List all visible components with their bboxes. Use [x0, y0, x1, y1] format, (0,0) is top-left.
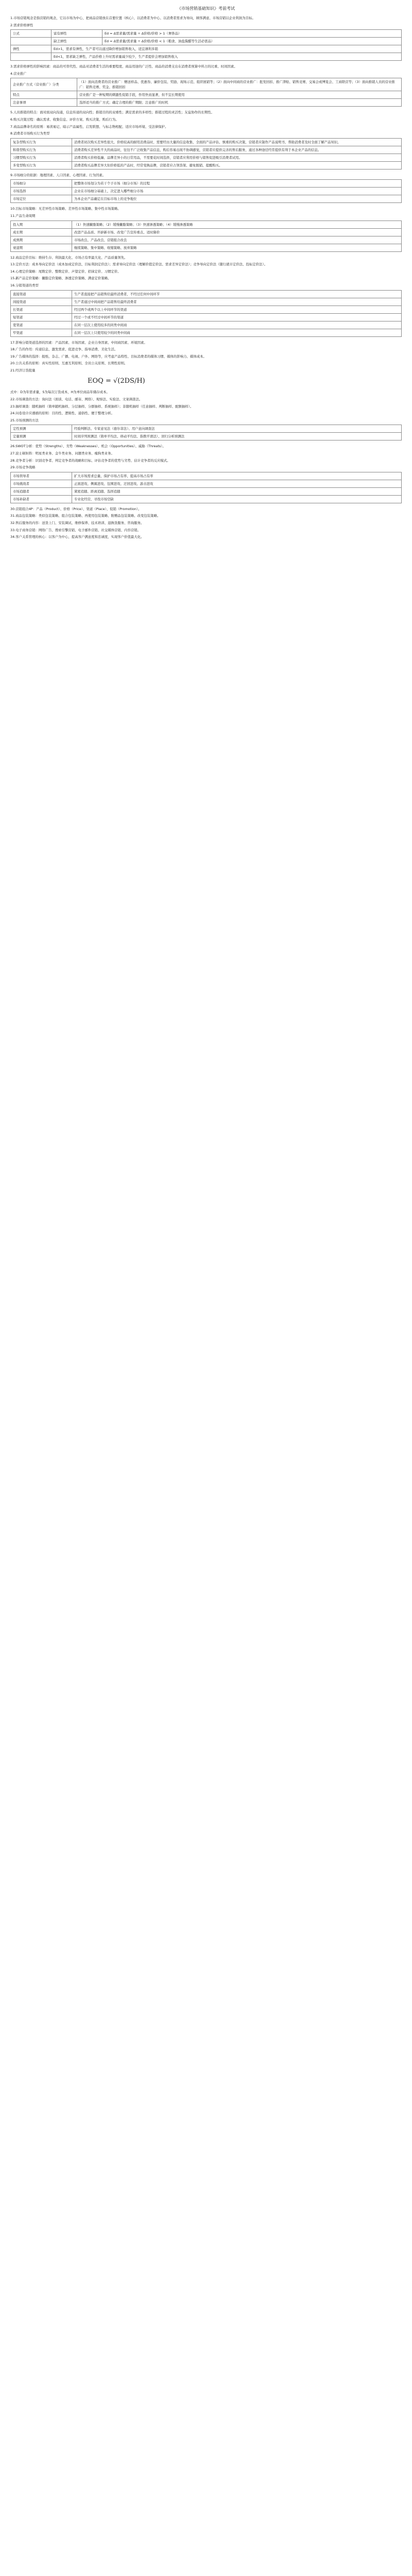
competition-table	[10, 472, 402, 503]
table-row	[11, 78, 402, 91]
table-cell: 衰退期	[11, 244, 72, 251]
table-cell: 消费者购买差异性不大的商品时，往往不广泛收集产品信息，购后容易出现不协调感觉，营销者应提供完善的售后服务，通过各种途径经常提供有利于本企业产品的信息。	[72, 146, 402, 154]
paragraph: 23.抽样调查：随机抽样（简单随机抽样、分层抽样、分群抽样、系统抽样）；非随机抽样（任意抽样、判断抽样、配额抽样）。	[10, 404, 194, 409]
table-cell: 多变型购买行为	[11, 161, 72, 169]
table-cell: 间接渠道	[11, 298, 72, 306]
table-cell: 注意事项	[11, 99, 77, 107]
table-row	[11, 495, 402, 503]
formula-rhs: √(2DS/H)	[113, 377, 145, 385]
table-cell: （1）快速撇脂策略；（2）缓慢撇脂策略；（3）快速渗透策略；（4）缓慢渗透策略	[72, 221, 402, 228]
paragraph: 24.问卷设计应遵循的原则：目的性、逻辑性、通俗性、便于整理分析。	[10, 411, 114, 416]
table-row	[11, 228, 402, 236]
section-heading: 21.经济订货批量	[10, 368, 36, 372]
table-row	[11, 236, 402, 244]
table-cell: 成熟期	[11, 236, 72, 244]
buying-behavior-table	[10, 138, 402, 170]
forecast-table	[10, 425, 402, 440]
table-cell: 为本企业产品确定在目标市场上的竞争地位	[72, 195, 402, 203]
table-cell: 直接渠道	[11, 290, 72, 298]
lifecycle-table	[10, 221, 402, 252]
table-row	[11, 38, 402, 45]
paragraph: 30.营销组合4P：产品（Product）、价格（Price）、渠道（Place）、促销（Promotion）。	[10, 506, 142, 511]
table-cell: 投入期	[11, 221, 72, 228]
paragraph: 26.SWOT分析：优势（Strengths）、劣势（Weaknesses）、机会（Opportunities）、威胁（Threats）。	[10, 444, 166, 449]
paragraph: 14.心理定价策略：尾数定价、整数定价、声望定价、招徕定价、习惯定价。	[10, 269, 121, 274]
paragraph: 32.售后服务的内容：送货上门、安装调试、维修保养、技术培训、退换货服务、咨询服务。	[10, 521, 144, 525]
table-cell: 专业化经营，寻找市场空缺	[72, 495, 402, 503]
table-cell: 把整体市场划分为若干个子市场（细分市场）的过程	[72, 180, 402, 188]
paragraph: 17.影响分销渠道选择的因素：产品因素、市场因素、企业自身因素、中间商因素、环境因素。	[10, 340, 147, 345]
paragraph: 31.商品包装策略：类似包装策略、组合包装策略、再使用包装策略、附赠品包装策略、改变包装策略。	[10, 514, 161, 518]
table-row	[11, 329, 402, 336]
table-cell: 紧密追随、距离追随、选择追随	[72, 487, 402, 495]
table-row	[11, 221, 402, 228]
paragraph: 19.广告媒体的选择：报纸、杂志、广播、电视、户外、网络等，应考虑产品特性、目标消费者的媒体习惯、媒体的影响力、媒体成本。	[10, 354, 207, 359]
table-cell: 定性预测	[11, 425, 72, 433]
table-cell: 特点	[11, 91, 77, 99]
table-cell: 改进产品品质、开辟新市场、改变广告宣传重点、适时降价	[72, 228, 402, 236]
paragraph: 15.新产品定价策略：撇脂定价策略、渗透定价策略、满意定价策略。	[10, 276, 111, 281]
table-cell: 宽渠道	[11, 321, 72, 329]
table-cell: 企业在市场细分基础上，决定进入哪些细分市场	[72, 188, 402, 195]
table-cell: 市场定位	[11, 195, 72, 203]
table-cell: 复杂型购买行为	[11, 138, 72, 146]
table-cell: 弹性	[11, 45, 52, 53]
section-heading: 4.营业推广	[10, 71, 27, 76]
table-row	[11, 91, 402, 99]
table-row	[11, 472, 402, 480]
formula-lhs: EOQ	[88, 377, 104, 385]
table-cell	[11, 38, 52, 45]
table-cell: Ed = Δ需求量/需求量 ÷ Δ价格/价格 > 1（奢侈品）	[102, 30, 402, 38]
paragraph: 式中：D为年需求量，S为每次订货成本，H为单位商品年储存成本。	[10, 390, 110, 395]
table-cell: 公式	[11, 30, 52, 38]
table-row	[11, 298, 402, 306]
table-cell: 短渠道	[11, 313, 72, 321]
table-cell: Ed = Δ需求量/需求量 ÷ Δ价格/价格 < 1（粮食、油盐酱醋等生活必需品）	[102, 38, 402, 45]
table-cell: 消费者购买品牌差异大但价格低的产品时，经常变换品牌，营销者应占领货架、避免脱销、提醒购买。	[72, 161, 402, 169]
table-row	[11, 321, 402, 329]
table-cell: Ed<1，需求缺乏弹性，产品价格上升时需求量减少较少，生产者提价会增加销售收入	[52, 53, 402, 61]
section-heading: 8.消费者市场购买行为类型	[10, 131, 50, 136]
table-cell: 和谐型购买行为	[11, 146, 72, 154]
formula-equals: =	[105, 377, 113, 385]
paragraph: 18.广告的作用：传递信息、激发需求、促进竞争、指导消费、美化生活。	[10, 347, 118, 352]
table-row	[11, 161, 402, 169]
paragraph: 7.商品品牌命名的原则：易读易记、暗示产品属性、启发联想、与标志物相配、适应市场环境、受法律保护。	[10, 124, 168, 129]
table-cell: 扩大市场需求总量、保护市场占有率、提高市场占有率	[72, 472, 402, 480]
page-title: 《市场营销基础知识》考前考试	[177, 6, 235, 11]
paragraph: 22.市场调查的方法：询问法（面谈、电话、邮寄、网络）、观察法、实验法、文案调查法。	[10, 397, 143, 402]
table-cell: 市场补缺者	[11, 495, 72, 503]
table-cell: 在同一层次上使用较多的同类中间商	[72, 321, 402, 329]
table-row	[11, 45, 402, 53]
section-heading: 25.市场预测的方法	[10, 418, 39, 422]
table-cell: 时间序列预测法（简单平均法、移动平均法、指数平滑法）、回归分析预测法	[72, 433, 402, 440]
paragraph: 9.市场细分的依据：地理因素、人口因素、心理因素、行为因素。	[10, 173, 106, 177]
table-cell: 消费者初次购买差异性很大、价格较高的耐用消费品时，需要经历大量的信息收集、全面的产品评估、慎重的购买决策，营销者应制作产品说明书，帮助消费者及时全面了解产品知识。	[72, 138, 402, 146]
table-row	[11, 480, 402, 487]
table-row	[11, 138, 402, 146]
table-cell: 在同一层次上只使用较少的同类中间商	[72, 329, 402, 336]
table-row	[11, 53, 402, 61]
table-row	[11, 487, 402, 495]
section-heading: 29.市场竞争战略	[10, 465, 36, 470]
paragraph: 1.市场营销观念是指营销的观念，它以市场为中心，把商品营销放在首要位置（核心）、以消费者为中心、以消费者需求为导向，顾客满意、市场营销以企业利润为目标。	[10, 16, 255, 20]
channel-table	[10, 290, 402, 337]
paragraph: 3.需求价格弹性的影响因素：商品的可替代性、商品对消费者生活的重要程度、商品用途的广泛性、商品的消费支出在消费者预算中所占的比重、时间因素。	[10, 64, 237, 69]
table-cell: 习惯型购买行为	[11, 154, 72, 161]
paragraph: 27.波士顿矩阵：明星类业务、金牛类业务、问题类业务、瘦狗类业务。	[10, 451, 114, 456]
table-row	[11, 188, 402, 195]
section-heading: 16.分销渠道的类型	[10, 283, 39, 287]
table-cell: 生产者通过中间商把产品销售给最终消费者	[72, 298, 402, 306]
table-cell: 选择适当的推广方式；确定合理的推广期限；注意推广的时机	[77, 99, 402, 107]
table-cell: Ed>1，需求有弹性，生产者可以通过降价增加销售收入，适宜薄利多销	[52, 45, 402, 53]
table-cell	[11, 53, 52, 61]
elasticity-table	[10, 29, 402, 61]
table-row	[11, 425, 402, 433]
table-cell: 生产者直接把产品销售给最终消费者，不经过任何中间环节	[72, 290, 402, 298]
table-cell: 缺乏弹性	[52, 38, 102, 45]
table-cell: 定量预测	[11, 433, 72, 440]
table-cell: （1）面向消费者的营业推广：赠送样品、优惠券、廉价包装、奖励、现场示范、组织展销等；（2）面向中间商的营业推广：批发回扣、推广津贴、销售竞赛、交易会或博览会、工商联营等；（3）面向推销人员的营业推广：销售竞赛、奖金、推销回扣	[77, 78, 402, 91]
table-cell: 经过一个或不经过中间环节的渠道	[72, 313, 402, 321]
table-cell: 富有弹性	[52, 30, 102, 38]
table-cell: 市场追随者	[11, 487, 72, 495]
paragraph: 6.购买决策过程：确认需求、收集信息、评价方案、购买决策、购后行为。	[10, 117, 119, 122]
table-row	[11, 99, 402, 107]
table-cell: 窄渠道	[11, 329, 72, 336]
table-row	[11, 180, 402, 188]
table-cell: 经过两个或两个以上中间环节的渠道	[72, 306, 402, 313]
table-row	[11, 30, 402, 38]
table-cell: 市场领导者	[11, 472, 72, 480]
table-cell: 继续策略、集中策略、收缩策略、放弃策略	[72, 244, 402, 251]
table-cell: 营业推广是一种短期的刺激性促销手段，作用快而显著，但不宜长期使用	[77, 91, 402, 99]
table-cell: 企业推广方式（营业推广）分类	[11, 78, 77, 91]
paragraph: 5.人员推销的特点：面对面双向沟通，信息传递的双向性；推销目的的双重性；满足需求的多样性；推销过程的灵活性；友谊协作的长期性。	[10, 110, 214, 115]
table-cell: 市场细分	[11, 180, 72, 188]
table-cell: 正面进攻、侧翼进攻、包围进攻、迂回进攻、游击进攻	[72, 480, 402, 487]
table-row	[11, 290, 402, 298]
table-row	[11, 244, 402, 251]
paragraph: 34.客户关系管理的核心：以客户为中心，提高客户满意度和忠诚度，实现客户价值最大化。	[10, 535, 144, 539]
section-heading: 2.需求价格弹性	[10, 23, 33, 27]
paragraph: 20.公共关系的原则：真实性原则、互惠互利原则、全员公关原则、长期性原则。	[10, 361, 128, 366]
table-row	[11, 433, 402, 440]
paragraph: 28.竞争者分析：识别竞争者、判定竞争者的战略和目标、评估竞争者的优势与劣势、估计竞争者的反应模式。	[10, 458, 170, 463]
table-row	[11, 195, 402, 203]
table-cell: 市场选择	[11, 188, 72, 195]
table-row	[11, 306, 402, 313]
table-cell: 经验判断法、专家意见法（德尔菲法）、用户意向调查法	[72, 425, 402, 433]
table-row	[11, 313, 402, 321]
paragraph: 33.电子商务营销：网络广告、搜索引擎营销、电子邮件营销、社交媒体营销、内容营销。	[10, 528, 141, 532]
table-row	[11, 154, 402, 161]
table-cell: 长渠道	[11, 306, 72, 313]
table-cell: 市场改良、产品改良、营销组合改良	[72, 236, 402, 244]
table-cell: 成长期	[11, 228, 72, 236]
document	[10, 0, 402, 540]
table-row	[11, 146, 402, 154]
stp-table	[10, 179, 402, 203]
paragraph: 13.定价方法：成本导向定价法（成本加成定价法、目标利润定价法）；需求导向定价法（理解价值定价法、需求差异定价法）；竞争导向定价法（随行就市定价法、投标定价法）。	[10, 262, 268, 267]
section-heading: 11.产品生命周期	[10, 213, 36, 218]
paragraph: 12.商品定价目标：维持生存、利润最大化、市场占有率最大化、产品质量领先。	[10, 255, 128, 260]
table-cell: 消费者购买价格低廉、品牌差异小的日常用品，不需要花时间选择，营销者应利用价格与销售促进吸引消费者试用。	[72, 154, 402, 161]
table-cell: 市场挑战者	[11, 480, 72, 487]
promotion-table	[10, 78, 402, 107]
paragraph: 10.目标市场策略：无差异性市场策略、差异性市场策略、集中性市场策略。	[10, 207, 121, 211]
eoq-formula	[88, 376, 402, 386]
